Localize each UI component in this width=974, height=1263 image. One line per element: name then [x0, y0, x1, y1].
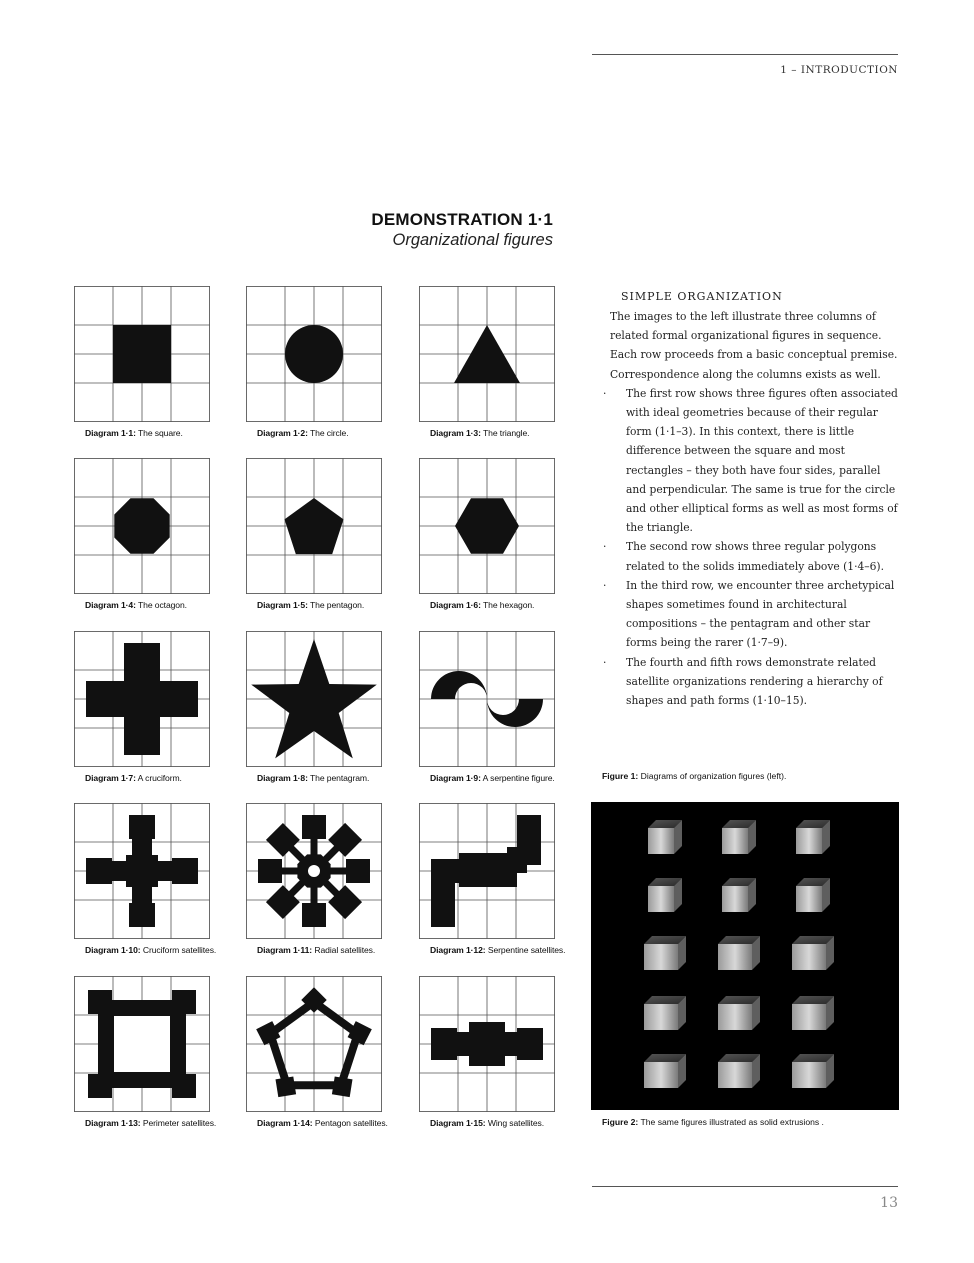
diagram-caption — [257, 944, 397, 956]
diagram-caption-text: The pentagram. — [307, 773, 370, 783]
diagram-caption-label: Diagram 1·11: — [257, 945, 313, 955]
diagram-caption-text: Cruciform satellites. — [140, 945, 217, 955]
pentagon-figure — [285, 498, 344, 554]
diagram-caption-text: The circle. — [307, 428, 349, 438]
diagram-caption-label: Diagram 1·14: — [257, 1118, 313, 1128]
diagram-wing-satellites-graphic — [419, 976, 555, 1112]
diagram-square — [74, 286, 210, 422]
bullet-text: The first row shows three figures often associated with ideal geometries because of their regular form (1·1–3). In this context, there is little difference between the square and most rectangles – they both have four sides, parallel and perpendicular. The same is true for the circle and other elliptical forms as well as most forms of the triangle. — [626, 386, 898, 535]
diagram-caption-text: Radial satellites. — [312, 945, 376, 955]
figure-2-label: Figure 2: — [602, 1117, 639, 1127]
diagram-cruciform-graphic — [74, 631, 210, 767]
diagram-caption-label: Diagram 1·2: — [257, 428, 308, 438]
diagram-caption — [85, 1117, 225, 1129]
diagram-caption — [85, 944, 225, 956]
diagram-pentagram — [246, 631, 382, 767]
diagram-cruciform — [74, 631, 210, 767]
diagram-octagon — [74, 458, 210, 594]
title-block — [300, 210, 553, 250]
diagram-caption-label: Diagram 1·1: — [85, 428, 136, 438]
figure-1-text: Diagrams of organization figures (left). — [638, 771, 787, 781]
diagram-hexagon-graphic — [419, 458, 555, 594]
footer-rule — [592, 1186, 898, 1187]
square-figure — [113, 325, 171, 383]
diagram-hexagon — [419, 458, 555, 594]
cruciform-satellites-figure — [86, 815, 198, 927]
diagram-perimeter-satellites — [74, 976, 210, 1112]
bullet-dot: · — [603, 578, 607, 592]
demonstration-title: DEMONSTRATION 1·1 — [371, 210, 553, 229]
bullet-item — [603, 384, 900, 538]
diagram-caption-text: Serpentine satellites. — [485, 945, 566, 955]
bullet-text: In the third row, we encounter three archetypical shapes sometimes found in architectural compositions – the pentagram and other star forms being the rarer (1·7–9). — [626, 578, 895, 650]
extrusions-illustration — [591, 802, 899, 1110]
bullet-item — [603, 576, 900, 653]
diagram-caption-label: Diagram 1·4: — [85, 600, 136, 610]
diagram-caption — [257, 427, 397, 439]
diagram-caption — [85, 772, 225, 784]
page-number: 13 — [880, 1195, 898, 1211]
hexagon-figure — [455, 498, 519, 553]
diagram-pentagon — [246, 458, 382, 594]
bullet-text: The second row shows three regular polygons related to the solids immediately above (1·4–6). — [626, 540, 884, 573]
bullet-item — [603, 537, 900, 575]
diagram-caption-label: Diagram 1·12: — [430, 945, 486, 955]
perimeter-satellites-figure — [88, 990, 196, 1098]
diagram-triangle — [419, 286, 555, 422]
diagram-caption — [430, 1117, 570, 1129]
intro-paragraph: The images to the left illustrate three columns of related formal organizational figures in sequence. Each row proceeds from a basic conceptual premise. Correspondence along the columns exists as well. — [610, 310, 898, 381]
diagram-caption — [85, 427, 225, 439]
diagram-circle — [246, 286, 382, 422]
cruciform-figure — [86, 643, 198, 755]
diagram-pentagram-graphic — [246, 631, 382, 767]
diagram-radial-satellites-graphic — [246, 803, 382, 939]
diagram-serpentine — [419, 631, 555, 767]
diagram-caption — [257, 1117, 397, 1129]
octagon-figure — [114, 498, 169, 553]
diagram-serpentine-satellites — [419, 803, 555, 939]
diagram-caption-label: Diagram 1·9: — [430, 773, 481, 783]
bullet-dot: · — [603, 655, 607, 669]
figure-1-label: Figure 1: — [602, 771, 639, 781]
diagram-caption — [257, 599, 397, 611]
diagram-serpentine-satellites-graphic — [419, 803, 555, 939]
diagram-caption — [430, 772, 570, 784]
demonstration-subtitle: Organizational figures — [392, 231, 553, 249]
bullet-text: The fourth and fifth rows demonstrate related satellite organizations rendering a hierarchy of shapes and path forms (1·10–15). — [626, 655, 883, 708]
bullet-dot: · — [603, 386, 607, 400]
diagram-caption-text: Perimeter satellites. — [140, 1118, 217, 1128]
diagram-caption-label: Diagram 1·5: — [257, 600, 308, 610]
diagram-cruciform-satellites-graphic — [74, 803, 210, 939]
diagram-radial-satellites — [246, 803, 382, 939]
diagram-caption-text: The hexagon. — [480, 600, 535, 610]
bullet-dot: · — [603, 540, 607, 554]
diagram-caption-label: Diagram 1·3: — [430, 428, 481, 438]
diagram-cruciform-satellites — [74, 803, 210, 939]
diagram-caption-label: Diagram 1·10: — [85, 945, 141, 955]
diagram-caption — [257, 772, 397, 784]
diagram-caption — [430, 427, 570, 439]
diagram-caption-text: The square. — [135, 428, 183, 438]
diagram-circle-graphic — [246, 286, 382, 422]
circle-figure — [285, 325, 343, 383]
diagram-caption-label: Diagram 1·13: — [85, 1118, 141, 1128]
serpentine-satellites-figure — [431, 815, 541, 927]
figure-1-caption — [602, 771, 786, 781]
section-heading: SIMPLE ORGANIZATION — [621, 290, 783, 303]
diagram-caption-text: Pentagon satellites. — [312, 1118, 388, 1128]
diagram-caption — [430, 944, 570, 956]
diagram-serpentine-graphic — [419, 631, 555, 767]
wing-satellites-figure — [431, 1022, 543, 1066]
diagram-square-graphic — [74, 286, 210, 422]
diagram-caption-label: Diagram 1·15: — [430, 1118, 486, 1128]
diagram-caption-text: Wing satellites. — [485, 1118, 545, 1128]
figure-2-text: The same figures illustrated as solid extrusions . — [638, 1117, 824, 1127]
figure-2-caption — [602, 1117, 824, 1127]
diagram-caption-label: Diagram 1·8: — [257, 773, 308, 783]
diagram-pentagon-graphic — [246, 458, 382, 594]
diagram-caption-text: A serpentine figure. — [480, 773, 555, 783]
text-column — [603, 290, 900, 710]
bullet-item — [603, 653, 900, 711]
diagram-pentagon-satellites-graphic — [246, 976, 382, 1112]
diagram-caption — [430, 599, 570, 611]
diagram-caption-label: Diagram 1·6: — [430, 600, 481, 610]
diagram-caption-text: The triangle. — [480, 428, 530, 438]
diagram-caption-text: A cruciform. — [135, 773, 182, 783]
running-header: 1 – INTRODUCTION — [780, 64, 898, 76]
diagram-pentagon-satellites — [246, 976, 382, 1112]
diagram-caption-label: Diagram 1·7: — [85, 773, 136, 783]
header-rule — [592, 54, 898, 55]
diagram-triangle-graphic — [419, 286, 555, 422]
solid-extrusions-image — [591, 802, 899, 1110]
diagram-wing-satellites — [419, 976, 555, 1112]
diagram-perimeter-satellites-graphic — [74, 976, 210, 1112]
radial-satellites-figure — [258, 815, 370, 927]
diagram-caption-text: The pentagon. — [307, 600, 365, 610]
diagram-caption — [85, 599, 225, 611]
diagram-caption-text: The octagon. — [135, 600, 187, 610]
diagram-octagon-graphic — [74, 458, 210, 594]
